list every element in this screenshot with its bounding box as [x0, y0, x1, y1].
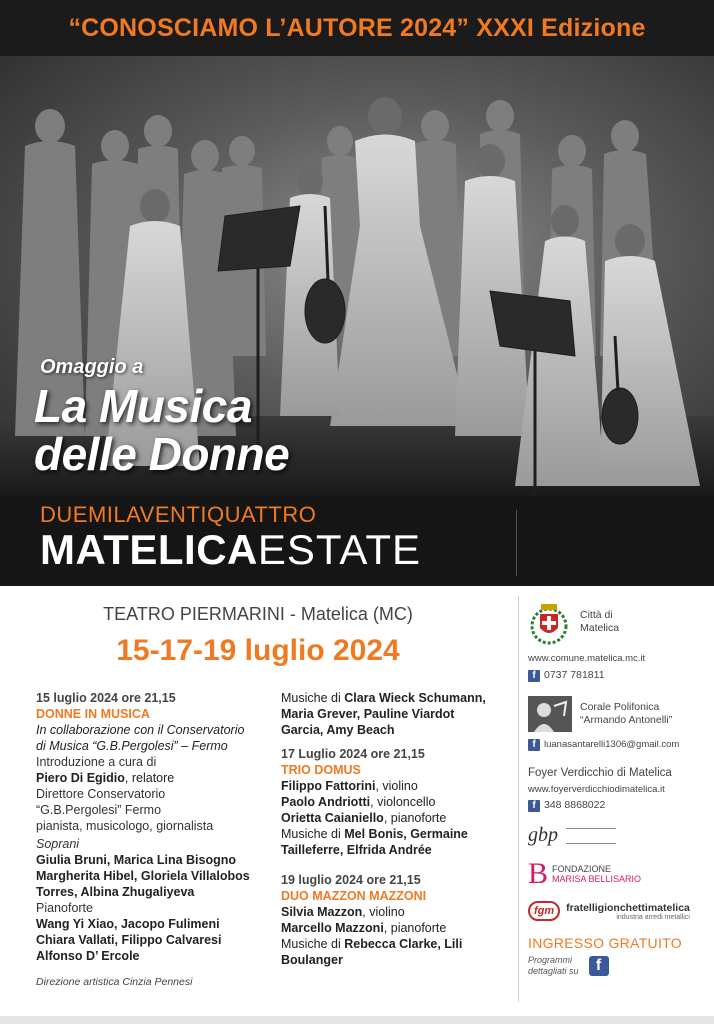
city-block	[528, 598, 708, 646]
performer-name: Marcello Mazzoni	[281, 921, 384, 935]
event-1-title: DONNE IN MUSICA	[36, 707, 150, 721]
omaggio-label: Omaggio a	[40, 356, 144, 378]
event-3-performer-2	[281, 920, 513, 936]
edition-title: “CONOSCIAMO L’AUTORE 2024” XXXI Edizione	[68, 13, 646, 42]
event-2-music-2: Tailleferre, Elfrida Andrée	[281, 843, 432, 857]
dates: 15-17-19 luglio 2024	[116, 634, 400, 667]
facebook-icon[interactable]: f	[528, 670, 540, 682]
city-line-1: Città di	[580, 609, 613, 621]
foyer-phone: 348 8868022	[544, 799, 606, 811]
speaker-role: , relatore	[124, 771, 175, 785]
music-line-3: Garcia, Amy Beach	[281, 723, 395, 737]
corale-logo-icon	[528, 696, 572, 732]
performer-role: , pianoforte	[383, 921, 447, 935]
event-1	[36, 690, 276, 990]
programmi-line-2: dettagliati su	[528, 966, 579, 976]
performer-name: Orietta Caianiello	[281, 811, 384, 825]
year-subtitle: DUEMILAVENTIQUATTRO	[40, 502, 317, 527]
music-line: Mel Bonis, Germaine	[344, 827, 468, 841]
city-crest-icon	[528, 598, 570, 646]
corale-line-1: Corale Polifonica	[580, 701, 660, 713]
event-2-time: 17 Luglio 2024 ore 21,15	[281, 747, 425, 761]
fgm-block	[528, 901, 708, 921]
performer-name: Silvia Mazzon	[281, 905, 363, 919]
performer-role: , violino	[362, 905, 405, 919]
music-prefix: Musiche di	[281, 937, 341, 951]
foyer-phone-row	[528, 799, 708, 812]
speaker-name: Piero Di Egidio	[36, 771, 125, 785]
sponsor-column	[528, 596, 708, 977]
performer-role: , violino	[375, 779, 418, 793]
facebook-icon[interactable]: f	[528, 739, 540, 751]
soprani-1: Giulia Bruni, Marica Lina Bisogno	[36, 853, 237, 867]
piano-3: Alfonso D’ Ercole	[36, 949, 140, 963]
event-1-time: 15 luglio 2024 ore 21,15	[36, 691, 176, 705]
facebook-icon[interactable]: f	[589, 956, 609, 976]
conservatorio-text-lines	[566, 828, 616, 844]
bottom-strip	[0, 1016, 714, 1024]
direction-name: Cinzia Pennesi	[122, 976, 193, 988]
performer-role: , violoncello	[370, 795, 436, 809]
piano-1: Wang Yi Xiao, Jacopo Fulimeni	[36, 917, 220, 931]
top-banner	[0, 0, 714, 56]
foyer-url[interactable]: www.foyerverdicchiodimatelica.it	[528, 784, 665, 795]
event-2-performer-3	[281, 810, 513, 826]
city-line-2: Matelica	[580, 622, 620, 634]
column-divider	[518, 596, 519, 1002]
music-prefix: Musiche di	[281, 827, 341, 841]
foyer-name: Foyer Verdicchio di Matelica	[528, 767, 672, 779]
soprani-3: Torres, Albina Zhugaliyeva	[36, 885, 195, 899]
event-2-music-1	[281, 826, 513, 842]
event-1-intro: Introduzione a cura di	[36, 755, 157, 769]
corale-email-row	[528, 738, 708, 751]
soprani-label: Soprani	[36, 837, 80, 851]
fondazione-b-icon: B	[528, 857, 549, 890]
fondazione-line-2: MARISA BELLISARIO	[552, 874, 642, 884]
events-2-3	[281, 690, 513, 968]
conservatorio-logo	[528, 824, 708, 847]
event-1-role-4: pianista, musicologo, giornalista	[36, 819, 214, 833]
fondazione-block	[528, 857, 708, 890]
brand-logo	[40, 526, 421, 574]
brand-light: ESTATE	[257, 526, 421, 573]
event-2-title: TRIO DOMUS	[281, 763, 361, 777]
music-line-2: Maria Grever, Pauline Viardot	[281, 707, 455, 721]
direction-label: Direzione artistica	[36, 976, 120, 988]
soprani-2: Margherita Hibel, Gloriela Villalobos	[36, 869, 250, 883]
performer-role: , pianoforte	[383, 811, 447, 825]
fondazione-line-1: FONDAZIONE	[552, 864, 612, 874]
performer-name: Paolo Andriotti	[281, 795, 371, 809]
piano-2: Chiara Vallati, Filippo Calvaresi	[36, 933, 222, 947]
music-line-1: Clara Wieck Schumann,	[344, 691, 486, 705]
event-2-performer-1	[281, 778, 513, 794]
headline-line-1: La Musica	[34, 380, 252, 432]
brand-band	[0, 496, 714, 586]
music-line: Rebecca Clarke, Lili	[344, 937, 463, 951]
event-1-music	[281, 690, 513, 706]
city-phone: 0737 781811	[544, 669, 605, 681]
programmi-line-1: Programmi	[528, 955, 573, 965]
music-prefix: Musiche di	[281, 691, 341, 705]
corale-line-2: “Armando Antonelli”	[580, 714, 673, 726]
event-1-role-3: “G.B.Pergolesi” Fermo	[36, 803, 162, 817]
corale-block	[528, 696, 708, 732]
city-phone-row	[528, 669, 708, 682]
direction	[36, 974, 276, 990]
fgm-logo: fgm	[528, 901, 560, 921]
gbp-logo: gbp	[528, 824, 558, 846]
city-url[interactable]: www.comune.matelica.mc.it	[528, 653, 646, 664]
event-1-collab-1: In collaborazione con il Conservatorio	[36, 723, 245, 737]
venue: TEATRO PIERMARINI - Matelica (MC)	[103, 604, 413, 624]
free-entry: INGRESSO GRATUITO	[528, 935, 682, 951]
programmi-row	[528, 955, 708, 977]
fratelli-name: fratelligionchettimatelica	[566, 901, 690, 914]
facebook-icon[interactable]: f	[528, 800, 540, 812]
event-3-music-2: Boulanger	[281, 953, 343, 967]
piano-label: Pianoforte	[36, 901, 93, 915]
event-3-time: 19 luglio 2024 ore 21,15	[281, 873, 421, 887]
event-1-collab-2: di Musica “G.B.Pergolesi” – Fermo	[36, 739, 228, 753]
event-3-title: DUO MAZZON MAZZONI	[281, 889, 427, 903]
event-3-music-1	[281, 936, 513, 952]
band-divider	[516, 510, 517, 576]
event-3-performer-1	[281, 904, 513, 920]
headline	[34, 382, 289, 478]
event-1-speaker	[36, 770, 276, 786]
fratelli-sub: industria arredi metallici	[616, 913, 690, 921]
performer-name: Filippo Fattorini	[281, 779, 376, 793]
historic-photo	[0, 56, 714, 496]
event-1-role-2: Direttore Conservatorio	[36, 787, 166, 801]
brand-bold: MATELICA	[40, 526, 258, 573]
event-2-performer-2	[281, 794, 513, 810]
corale-email[interactable]: luanasantarelli1306@gmail.com	[544, 739, 680, 750]
headline-line-2: delle Donne	[34, 428, 290, 480]
